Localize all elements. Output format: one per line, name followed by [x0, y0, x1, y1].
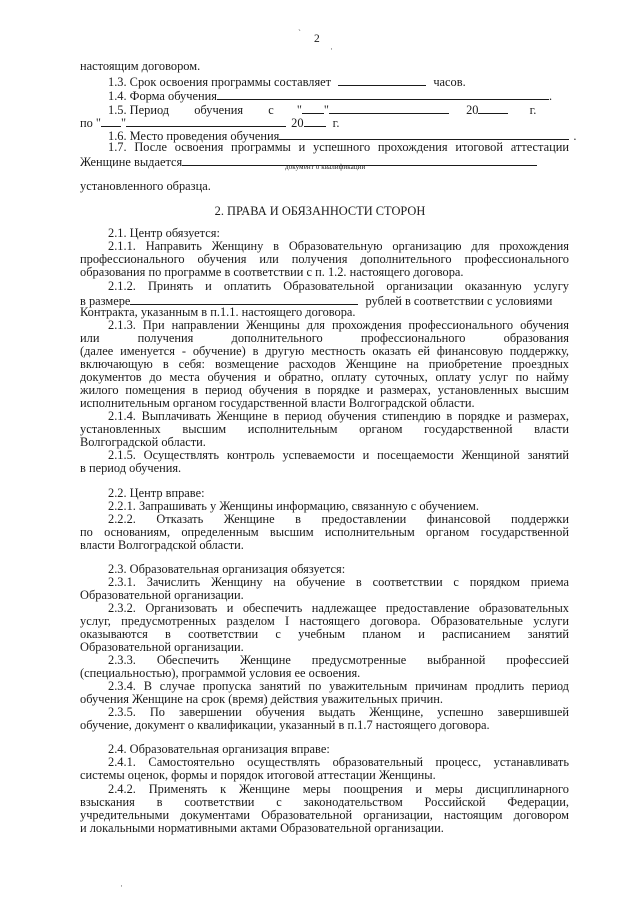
- text-line: профессионального обучения или получения дополнительного профессионального: [80, 252, 569, 266]
- clause-title: 2.2. Центр вправе:: [108, 486, 205, 500]
- text-line: взыскания в соответствии с законодательством Российской Федерации,: [80, 795, 569, 809]
- text-line: 2.4.2. Применять к Женщине меры поощрения и меры дисциплинарного: [108, 782, 569, 796]
- text-fragment: ": [296, 103, 302, 117]
- text-line: 2.3.4. В случае пропуска занятий по уважительным причинам продлить период: [108, 679, 569, 693]
- scan-mark: ·: [120, 881, 123, 891]
- text-fragment: в размере: [80, 294, 131, 308]
- hours-blank[interactable]: [338, 74, 426, 86]
- text-line: обучения Женщине на срок (время) действия уважительных причин.: [80, 692, 443, 706]
- text-line: Образовательной организации.: [80, 640, 244, 654]
- text-fragment: .: [573, 129, 577, 143]
- text-line: установленных высшим исполнительным органом государственной власти: [80, 422, 569, 436]
- text-line: Образовательной организации.: [80, 588, 244, 602]
- text-line: обучение, документ о квалификации, указанный в п.1.7 настоящего договора.: [80, 718, 490, 732]
- page-number: 2: [314, 33, 320, 45]
- text-line: 2.1.4. Выплачивать Женщине в период обучения стипендию в порядке и размерах,: [108, 409, 569, 423]
- text-line: 2.1.5. Осуществлять контроль успеваемости и посещаемости Женщиной занятий: [108, 448, 569, 462]
- text-line: документов до места обучения и обратно, оплату суточных, оплату услуг по найму: [80, 370, 569, 384]
- study-period-line: [108, 74, 569, 89]
- location-blank[interactable]: [279, 128, 569, 140]
- text-line: 2.1.3. При направлении Женщины для прохождения профессионального обучения: [108, 318, 569, 332]
- text-line: (далее именуется - обучение) в другую местность оказать ей финансовую поддержку,: [80, 344, 569, 358]
- text-line: образования по программе в соответствии с п. 1.2. настоящего договора.: [80, 265, 464, 279]
- text-fragment: 20: [291, 116, 304, 130]
- day-blank[interactable]: [101, 115, 121, 127]
- text-fragment: г.: [332, 116, 340, 130]
- text-line: исполнительным органом государственной власти Волгоградской области.: [80, 396, 475, 410]
- text-line: 2.4.1. Самостоятельно осуществлять образовательный процесс, устанавливать: [108, 755, 569, 769]
- text-line: 2.3.1. Зачислить Женщину на обучение в соответствии с порядком приема: [108, 575, 569, 589]
- text-line: 2.2.2. Отказать Женщине в предоставлении финансовой поддержки: [108, 512, 569, 526]
- study-form-blank[interactable]: [217, 88, 549, 100]
- text-line: установленного образца.: [80, 179, 211, 193]
- day-blank[interactable]: [302, 102, 324, 114]
- text-line: и локальными нормативными актами Образовательной организации.: [80, 821, 444, 835]
- scan-mark: `: [298, 28, 301, 38]
- text-fragment: Женщине выдается: [80, 155, 183, 169]
- text-line: или получения дополнительного профессионального образования: [80, 331, 569, 345]
- text-line: учредительными документами Образовательной организации, настоящим договором: [80, 808, 569, 822]
- text-fragment: ": [120, 116, 127, 130]
- text-line: оказываются в соответствии с учебным планом и расписанием занятий: [80, 627, 569, 641]
- clause-title: 2.1. Центр обязуется:: [108, 226, 220, 240]
- text-line: настоящим договором.: [80, 59, 201, 73]
- blank-caption: документ о квалификации: [285, 163, 366, 171]
- study-form-line: [108, 88, 569, 103]
- clause-title: 2.3. Образовательная организация обязуется:: [108, 562, 346, 576]
- text-line: 2.1.1. Направить Женщину в Образовательную организацию для прохождения: [108, 239, 569, 253]
- text-fragment: обучения: [194, 103, 244, 117]
- text-fragment: 1.3. Срок освоения программы составляет: [108, 75, 332, 89]
- text-line: по основаниям, определенным высшим исполнительным органом государственной: [80, 525, 569, 539]
- text-line: 2.2.1. Запрашивать у Женщины информацию, связанную с обучением.: [108, 499, 479, 513]
- month-blank[interactable]: [126, 115, 286, 127]
- text-fragment: ": [323, 103, 329, 117]
- text-line: 2.1.2. Принять и оплатить Образовательной организации оказанную услугу: [108, 279, 569, 293]
- text-line: власти Волгоградской области.: [80, 538, 244, 552]
- text-fragment: .: [548, 89, 553, 103]
- year-blank[interactable]: [478, 102, 508, 114]
- text-fragment: часов.: [433, 75, 466, 89]
- text-fragment: г.: [529, 103, 537, 117]
- text-fragment: 1.4. Форма обучения: [108, 89, 217, 103]
- text-line: 2.3.5. По завершении обучения выдать Женщине, успешно завершившей: [108, 705, 569, 719]
- text-line: 1.7. После освоения программы и успешного прохождения итоговой аттестации: [108, 140, 569, 154]
- text-line: 2.3.3. Обеспечить Женщине предусмотренные выбранной профессией: [108, 653, 569, 667]
- text-fragment: 1.5. Период: [108, 103, 170, 117]
- month-blank[interactable]: [329, 102, 449, 114]
- text-fragment: с: [268, 103, 274, 117]
- text-line: жилого помещения в период обучения в порядке и размерах, установленных высшим: [80, 383, 569, 397]
- section-title: 2. ПРАВА И ОБЯЗАННОСТИ СТОРОН: [214, 204, 426, 218]
- scan-mark: ·: [330, 44, 333, 54]
- text-line: (специальностью), программой условия ее освоения.: [80, 666, 361, 680]
- year-blank[interactable]: [304, 115, 326, 127]
- text-line: Волгоградской области.: [80, 435, 206, 449]
- text-fragment: по ": [80, 116, 101, 130]
- text-line: Контракта, указанным в п.1.1. настоящего договора.: [80, 305, 356, 319]
- text-line: услуг, предусмотренных разделом I настоящего договора. Образовательные услуги: [80, 614, 569, 628]
- text-fragment: 20: [466, 103, 479, 117]
- text-line: 2.3.2. Организовать и обеспечить надлежащее предоставление образовательных: [108, 601, 569, 615]
- text-line: системы оценок, формы и порядок итоговой аттестации Женщины.: [80, 768, 436, 782]
- amount-blank[interactable]: [130, 293, 358, 305]
- text-fragment: 1.6. Место проведения обучения: [108, 129, 280, 143]
- text-fragment: рублей в соответствии с условиями: [365, 294, 553, 308]
- clause-title: 2.4. Образовательная организация вправе:: [108, 742, 330, 756]
- text-line: в период обучения.: [80, 461, 182, 475]
- text-line: включающую в себя: возмещение расходов Женщине на приобретение проездных: [80, 357, 569, 371]
